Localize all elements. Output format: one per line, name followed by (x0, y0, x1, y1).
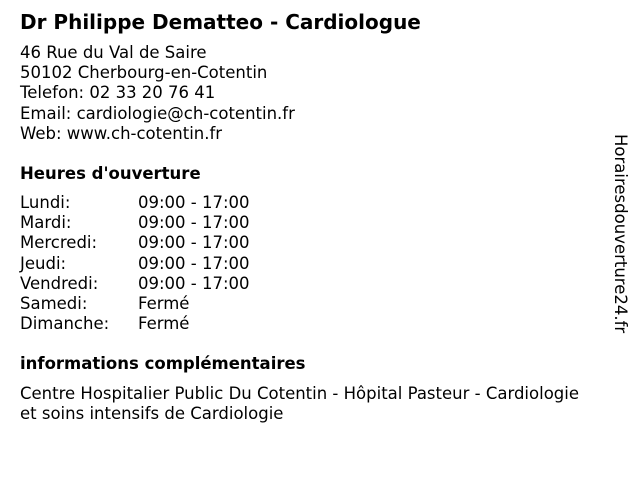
day-label: Mardi: (20, 213, 72, 233)
hours-row-mercredi (20, 233, 250, 253)
day-label: Samedi: (20, 293, 88, 313)
hours-value: 09:00 - 17:00 (138, 233, 250, 253)
hours-row-jeudi (20, 254, 250, 274)
day-label: Lundi: (20, 193, 71, 212)
address-block (20, 43, 295, 144)
info-line: et soins intensifs de Cardiologie (20, 404, 284, 424)
city-line: 50102 Cherbourg-en-Cotentin (20, 63, 268, 83)
hours-value: 09:00 - 17:00 (138, 193, 250, 212)
day-label: Jeudi: (20, 253, 67, 273)
hours-value: 09:00 - 17:00 (138, 273, 250, 293)
info-block (20, 384, 579, 424)
hours-value: 09:00 - 17:00 (138, 213, 250, 233)
hours-row-vendredi (20, 274, 250, 294)
hours-row-lundi (20, 193, 250, 213)
hours-row-dimanche (20, 314, 250, 334)
hours-value: Fermé (138, 293, 190, 313)
opening-hours-table (20, 193, 250, 334)
brand-watermark: Horairesdouverture24.fr (611, 134, 630, 334)
page-title: Dr Philippe Dematteo - Cardiologue (20, 10, 421, 34)
email-line: Email: cardiologie@ch-cotentin.fr (20, 103, 295, 123)
day-label: Vendredi: (20, 273, 99, 293)
phone-line: Telefon: 02 33 20 76 41 (20, 83, 216, 103)
hours-value: 09:00 - 17:00 (138, 253, 250, 273)
web-line: Web: www.ch-cotentin.fr (20, 123, 223, 143)
info-line: Centre Hospitalier Public Du Cotentin - Hôpital Pasteur - Cardiologie (20, 384, 579, 403)
hours-value: Fermé (138, 314, 190, 334)
hours-row-samedi (20, 294, 250, 314)
hours-heading: Heures d'ouverture (20, 164, 201, 183)
street-address: 46 Rue du Val de Saire (20, 43, 207, 62)
info-heading: informations complémentaires (20, 354, 306, 373)
day-label: Dimanche: (20, 314, 110, 334)
day-label: Mercredi: (20, 233, 98, 253)
hours-row-mardi (20, 213, 250, 233)
